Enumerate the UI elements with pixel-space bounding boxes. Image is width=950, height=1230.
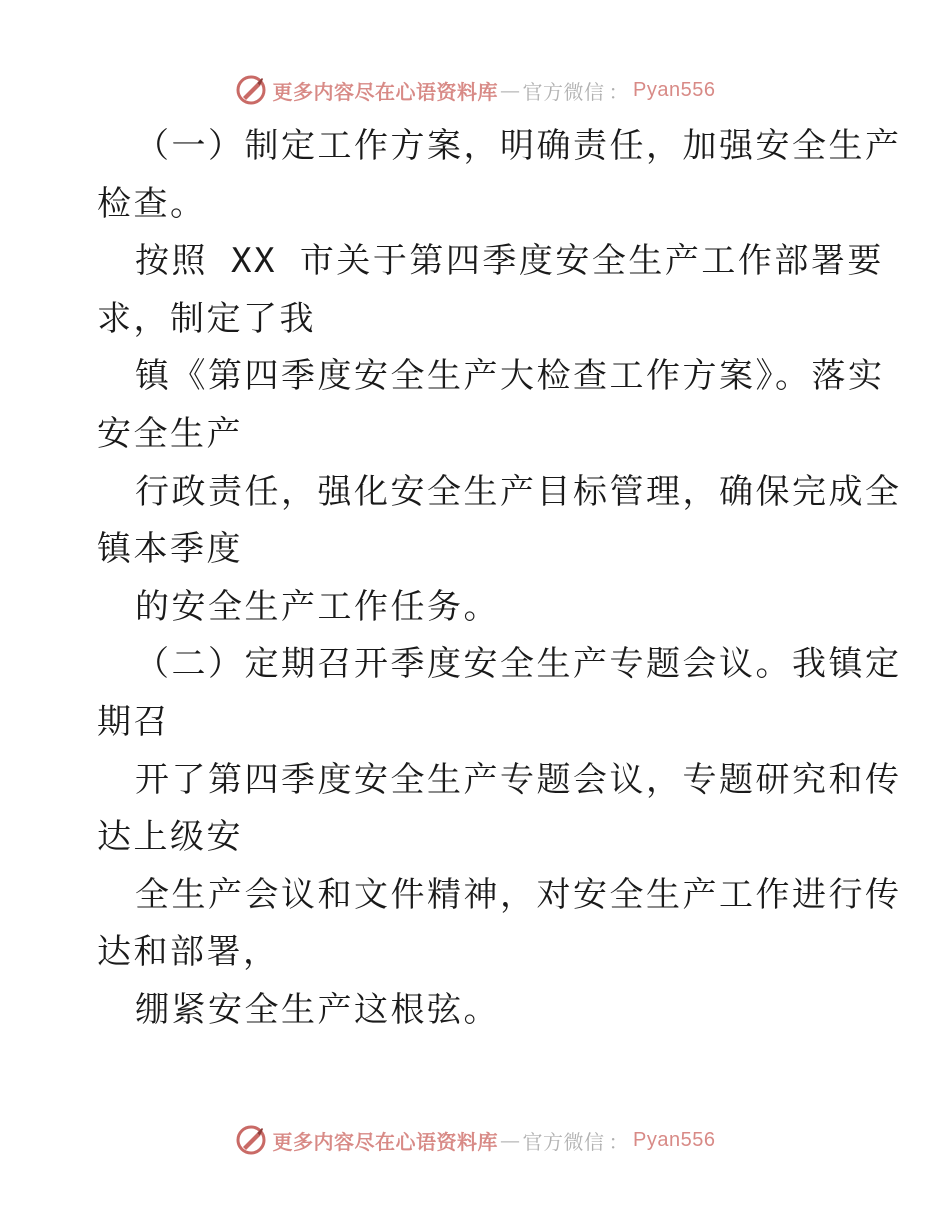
banner-main-text: 更多内容尽在心语资料库: [272, 1129, 499, 1154]
header-banner: [0, 70, 950, 110]
body-line: 期召: [97, 701, 170, 742]
banner-colon: ：: [608, 79, 630, 104]
body-line: （一）制定工作方案，明确责任，加强安全生产: [135, 126, 902, 166]
banner-wechat-label: 官方微信: [522, 1129, 605, 1154]
banner-colon: ：: [608, 1129, 630, 1154]
footer-banner: [0, 1120, 950, 1160]
body-line: 行政责任，强化安全生产目标管理，确保完成全: [135, 471, 902, 512]
banner-wechat-label: 官方微信: [522, 79, 605, 104]
body-line: 开了第四季度安全生产专题会议，专题研究和传: [135, 759, 902, 800]
quill-seal-logo-icon: [235, 1124, 267, 1156]
body-line: 镇本季度: [97, 529, 243, 570]
banner-main-text: 更多内容尽在心语资料库: [272, 79, 499, 104]
body-line: 达和部署，: [97, 932, 280, 973]
body-line: 检查。: [97, 183, 207, 224]
quill-seal-logo-icon: [235, 74, 267, 106]
header-banner-text: [273, 76, 716, 105]
body-line: 绷紧安全生产这根弦。: [135, 989, 500, 1030]
body-line: 全生产会议和文件精神，对安全生产工作进行传: [135, 874, 902, 915]
document-body: [97, 118, 902, 1040]
body-line: 按照 XX 市关于第四季度安全生产工作部署要: [135, 241, 884, 282]
banner-wechat-id: Pyan556: [633, 78, 716, 101]
banner-dash: —: [500, 78, 521, 102]
body-line: 镇《第四季度安全生产大检查工作方案》。落实: [135, 356, 885, 397]
body-line: （二）定期召开季度安全生产专题会议。我镇定: [135, 644, 902, 685]
body-line: 安全生产: [97, 413, 243, 454]
banner-wechat-id: Pyan556: [633, 1128, 716, 1151]
body-line: 求，制定了我: [97, 298, 316, 339]
footer-banner-text: [273, 1126, 716, 1155]
body-line: 的安全生产工作任务。: [135, 586, 500, 627]
banner-dash: —: [500, 1128, 521, 1152]
body-line: 达上级安: [97, 817, 243, 858]
